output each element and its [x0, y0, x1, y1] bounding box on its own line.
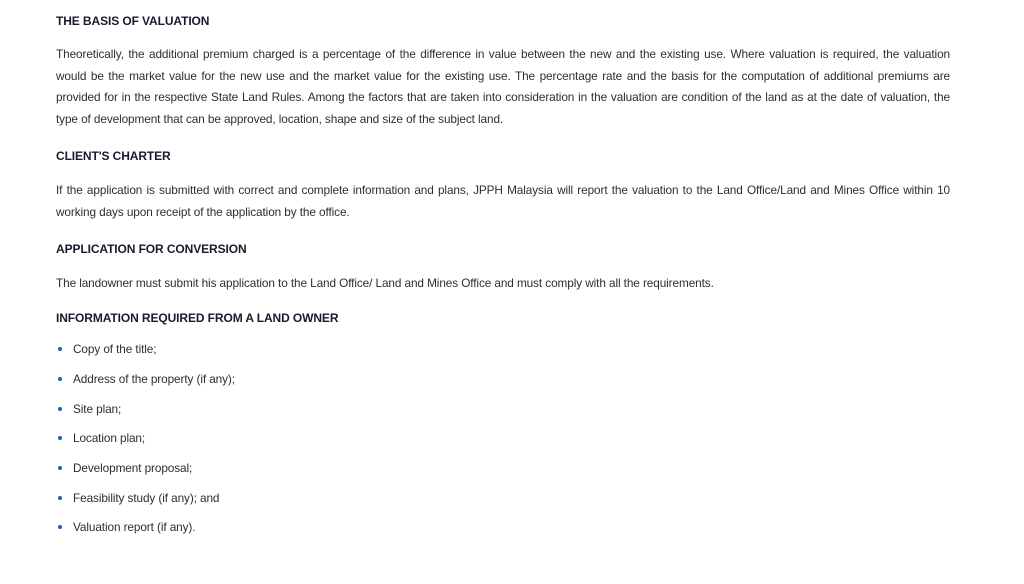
requirement-label: Site plan;	[73, 401, 122, 416]
bullet-icon	[58, 466, 62, 470]
basis-of-valuation-heading: THE BASIS OF VALUATION	[56, 14, 210, 28]
requirements-list	[56, 341, 950, 535]
requirement-label: Location plan;	[73, 431, 146, 446]
bullet-icon	[58, 347, 62, 351]
requirement-item	[56, 519, 950, 535]
requirement-item	[56, 401, 950, 417]
bullet-icon	[58, 407, 62, 411]
clients-charter-text: If the application is submitted with correct and complete information and plans, JPPH Malaysia will report the valuation to the Land Office/Land and Mines Office within 10 working days upon receipt of the application by the office.	[56, 183, 950, 219]
bullet-icon	[58, 525, 62, 529]
requirement-item	[56, 490, 950, 506]
application-for-conversion-heading: APPLICATION FOR CONVERSION	[56, 241, 247, 256]
bullet-icon	[58, 436, 62, 440]
clients-charter-heading: CLIENT'S CHARTER	[56, 149, 171, 164]
bullet-icon	[58, 377, 62, 381]
requirement-label: Valuation report (if any).	[73, 520, 196, 535]
requirement-item	[56, 430, 950, 446]
application-for-conversion-text: The landowner must submit his application to the Land Office/ Land and Mines Office and must comply with all the requirements.	[56, 275, 714, 290]
requirement-label: Feasibility study (if any); and	[73, 490, 220, 505]
requirement-item	[56, 371, 950, 387]
requirement-label: Development proposal;	[73, 460, 193, 475]
requirement-item	[56, 341, 950, 357]
basis-of-valuation-text: Theoretically, the additional premium charged is a percentage of the difference in value between the new and the existing use. Where valuation is required, the valuation would be the market value for the new use and the market value for the existing use. The percentage rate and the basis for the computation of additional premiums are provided for in the respective State Land Rules. Among the factors that are taken into consideration in the valuation are condition of the land as at the date of valuation, the type of development that can be approved, location, shape and size of the subject land.	[56, 47, 950, 126]
bullet-icon	[58, 496, 62, 500]
requirement-label: Address of the property (if any);	[73, 371, 235, 386]
requirement-label: Copy of the title;	[73, 342, 157, 357]
requirement-item	[56, 460, 950, 476]
information-required-heading: INFORMATION REQUIRED FROM A LAND OWNER	[56, 311, 339, 326]
